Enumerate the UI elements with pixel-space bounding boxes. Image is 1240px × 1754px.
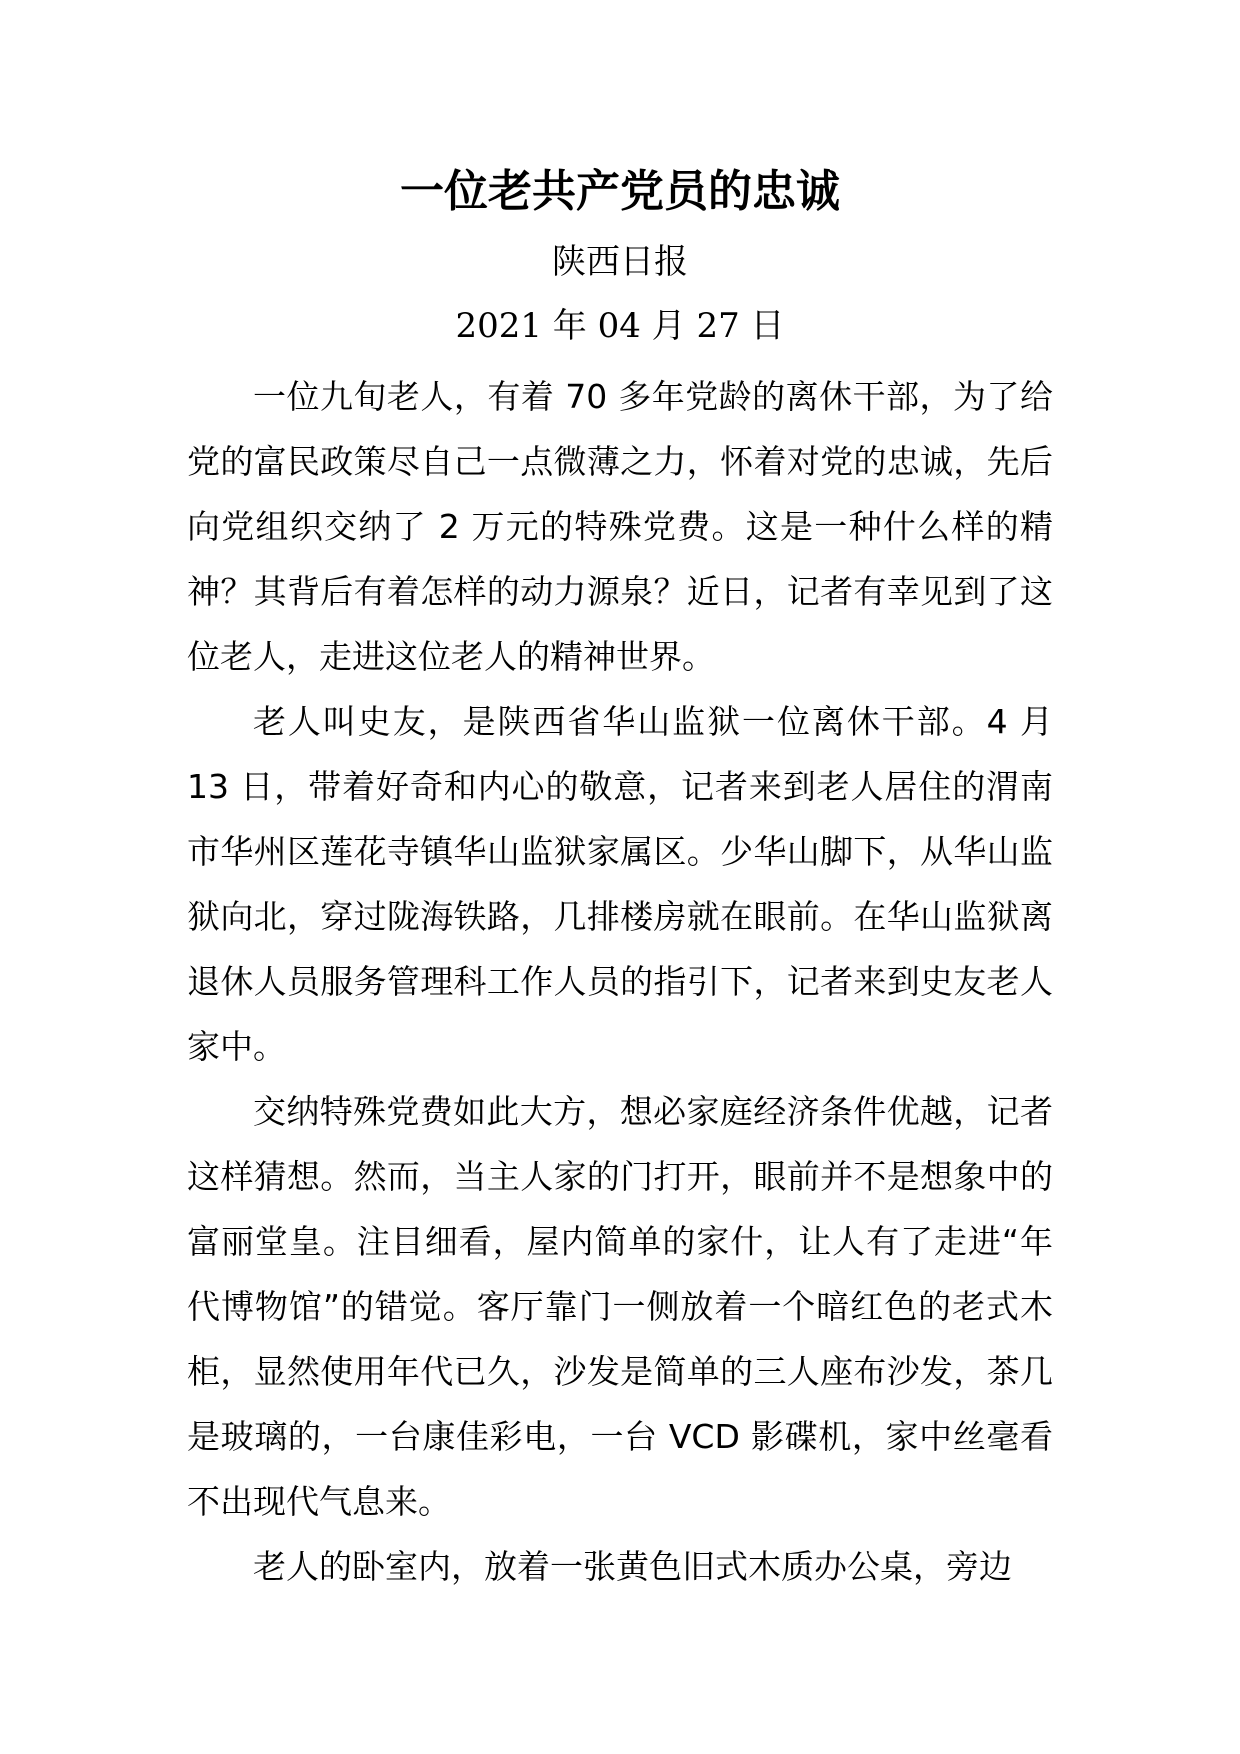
article-paragraph: 交纳特殊党费如此大方，想必家庭经济条件优越，记者这样猜想。然而，当主人家的门打开，眼前并不是想象中的富丽堂皇。注目细看，屋内简单的家什，让人有了走进“年代博物馆”的错觉。客厅靠门一侧放着一个暗红色的老式木柜，显然使用年代已久，沙发是简单的三人座布沙发，茶几是玻璃的，一台康佳彩电，一台 VCD 影碟机，家中丝毫看不出现代气息来。 [187,1092,1053,1521]
article-paragraph: 老人的卧室内，放着一张黄色旧式木质办公桌，旁边 [253,1547,1012,1586]
article-title: 一位老共产党员的忠诚 [400,166,840,217]
article-date: 2021 年 04 月 27 日 [455,306,785,346]
article-body [187,364,1053,1599]
article-paragraph: 一位九旬老人，有着 70 多年党龄的离休干部，为了给党的富民政策尽自己一点微薄之力，怀着对党的忠诚，先后向党组织交纳了 2 万元的特殊党费。这是一种什么样的精神？其背后有着怎样的动力源泉？近日，记者有幸见到了这位老人，走进这位老人的精神世界。 [187,377,1053,676]
article-paragraph: 老人叫史友，是陕西省华山监狱一位离休干部。4 月 13 日，带着好奇和内心的敬意，记者来到老人居住的渭南市华州区莲花寺镇华山监狱家属区。少华山脚下，从华山监狱向北，穿过陇海铁路，几排楼房就在眼前。在华山监狱离退休人员服务管理科工作人员的指引下，记者来到史友老人家中。 [187,702,1053,1066]
article-source: 陕西日报 [552,242,688,282]
